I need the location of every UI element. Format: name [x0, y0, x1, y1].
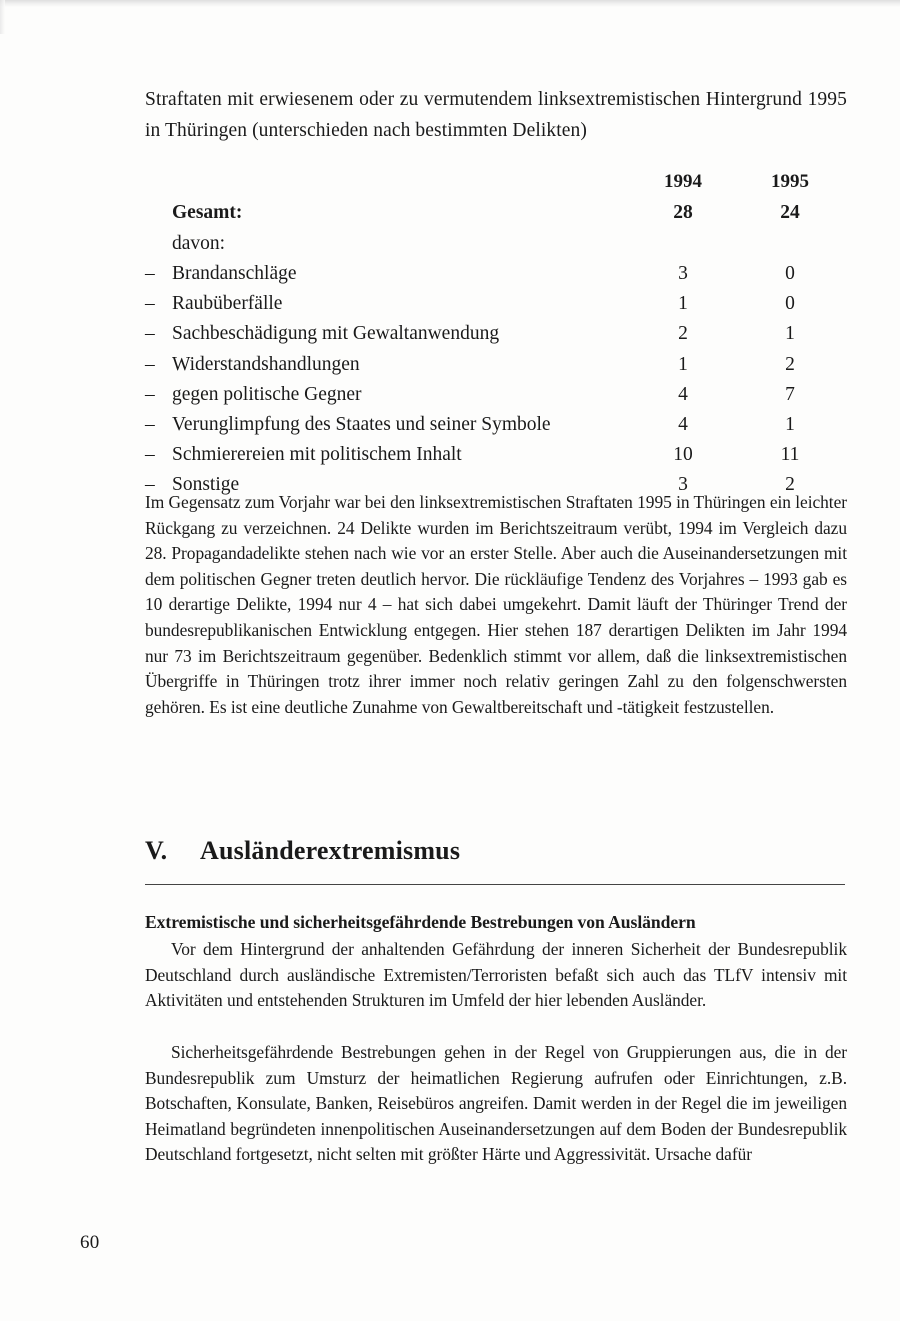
section-heading	[145, 836, 847, 866]
auslaender-paragraph-1: Vor dem Hintergrund der anhaltenden Gefährdung der inneren Sicherheit der Bundesrepublik Deutschland durch ausländische Extremisten/Terroristen befaßt sich auch das TLfV intensiv mit Aktivitäten und entstehenden Strukturen im Umfeld der hier lebenden Ausländer.	[145, 939, 847, 1011]
auslaender-paragraph-2: Sicherheitsgefährdende Bestrebungen gehen in der Regel von Gruppierungen aus, die in der Bundesrepublik zum Umsturz der heimatlichen Regierung aufrufen oder Einrichtungen, z.B. Botschaften, Konsulate, Banken, Reisebüros angreifen. Damit werden in der Regel die im jeweiligen Heimatland begründeten innenpolitischen Auseinandersetzungen auf dem Boden der Bundesrepublik Deutschland fortgesetzt, nicht selten mit größter Härte und Aggressivität. Ursache dafür	[145, 1042, 847, 1165]
list-dash-icon: –	[145, 263, 155, 284]
row-label: Brandanschläge	[172, 263, 297, 284]
row-value-1994: 4	[678, 383, 688, 405]
total-value-1994: 28	[673, 202, 693, 223]
table-row	[145, 440, 845, 470]
table-row	[145, 289, 845, 319]
davon-dash-spacer	[145, 228, 172, 259]
row-value-1994: 3	[678, 263, 688, 284]
row-value-1995: 0	[785, 293, 795, 315]
table-row	[145, 319, 845, 349]
row-value-1995: 1	[785, 414, 795, 436]
table-row-total	[145, 198, 845, 228]
total-value-1995: 24	[780, 202, 800, 223]
section-subtitle: Extremistische und sicherheitsgefährdende Bestrebungen von Ausländern	[145, 912, 696, 932]
row-label: Schmierereien mit politischem Inhalt	[172, 444, 462, 466]
scan-edge-left	[0, 0, 5, 34]
table-row	[145, 380, 845, 410]
total-label: Gesamt:	[172, 202, 243, 223]
row-label: Sonstige	[172, 474, 240, 496]
scan-edge-top	[0, 0, 900, 7]
list-dash-icon: –	[145, 293, 155, 315]
row-label: gegen politische Gegner	[172, 383, 362, 405]
list-dash-icon: –	[145, 353, 155, 375]
row-value-1994: 2	[678, 323, 688, 345]
section-numeral: V.	[145, 836, 168, 865]
row-label: Verunglimpfung des Staates und seiner Symbole	[172, 414, 551, 436]
list-dash-icon: –	[145, 444, 155, 466]
row-value-1994: 3	[678, 474, 688, 496]
header-spacer-dash	[145, 166, 172, 198]
statistics-commentary-paragraph: Im Gegensatz zum Vorjahr war bei den linksextremistischen Straftaten 1995 in Thüringen ein leichter Rückgang zu verzeichnen. 24 Delikte wurden im Berichtszeitraum verübt, 1994 im Vergleich dazu 28. Propagandadelikte stehen nach wie vor an erster Stelle. Aber auch die Auseinandersetzungen mit dem politischen Gegner treten deutlich hervor. Die rückläufige Tendenz des Vorjahres – 1993 gab es 10 derartige Delikte, 1994 nur 4 – hat sich dabei umgekehrt. Damit läuft der Thüringer Trend der bundesrepublikanischen Entwicklung entgegen. Hier stehen 187 derartigen Delikten im Jahr 1994 nur 73 im Berichtszeitraum gegenüber. Bedenklich stimmt vor allem, daß die linksextremistischen Übergriffe in Thüringen trotz ihrer immer noch relativ geringen Zahl zu den folgenschwersten gehören. Es ist eine deutliche Zunahme von Gewaltbereitschaft und -tätigkeit festzustellen.	[145, 492, 847, 717]
column-header-1994: 1994	[664, 171, 702, 192]
section-title: Ausländerextremismus	[200, 836, 461, 865]
table-header-row	[145, 166, 845, 198]
row-value-1995: 7	[785, 383, 795, 405]
header-spacer-label	[172, 166, 631, 198]
row-value-1995: 2	[785, 353, 795, 375]
list-dash-icon: –	[145, 383, 155, 405]
row-value-1995: 2	[785, 474, 795, 496]
table-row	[145, 350, 845, 380]
list-dash-icon: –	[145, 414, 155, 436]
page-number: 60	[80, 1232, 100, 1253]
davon-empty-1995	[735, 228, 845, 259]
row-value-1994: 1	[678, 293, 688, 315]
intro-heading: Straftaten mit erwiesenem oder zu vermutendem linksextremistischen Hintergrund 1995 in Thüringen (unterschieden nach bestimmten Delikten)	[145, 89, 847, 141]
offences-statistics-table	[145, 166, 845, 501]
table-row	[145, 259, 845, 289]
row-label: Widerstandshandlungen	[172, 353, 360, 375]
davon-empty-1994	[631, 228, 735, 259]
table-row	[145, 410, 845, 440]
row-value-1994: 4	[678, 414, 688, 436]
row-value-1994: 10	[673, 444, 693, 466]
row-value-1995: 11	[780, 444, 800, 466]
total-dash-spacer	[145, 198, 172, 228]
list-dash-icon: –	[145, 474, 155, 496]
row-value-1994: 1	[678, 353, 688, 375]
row-value-1995: 0	[785, 263, 795, 284]
row-value-1995: 1	[785, 323, 795, 345]
row-label: Sachbeschädigung mit Gewaltanwendung	[172, 323, 500, 345]
column-header-1995: 1995	[771, 171, 809, 192]
section-divider	[145, 884, 845, 885]
table-row-subtotal-label	[145, 228, 845, 259]
subtotal-label: davon:	[172, 233, 226, 254]
list-dash-icon: –	[145, 323, 155, 345]
row-label: Raubüberfälle	[172, 293, 283, 315]
